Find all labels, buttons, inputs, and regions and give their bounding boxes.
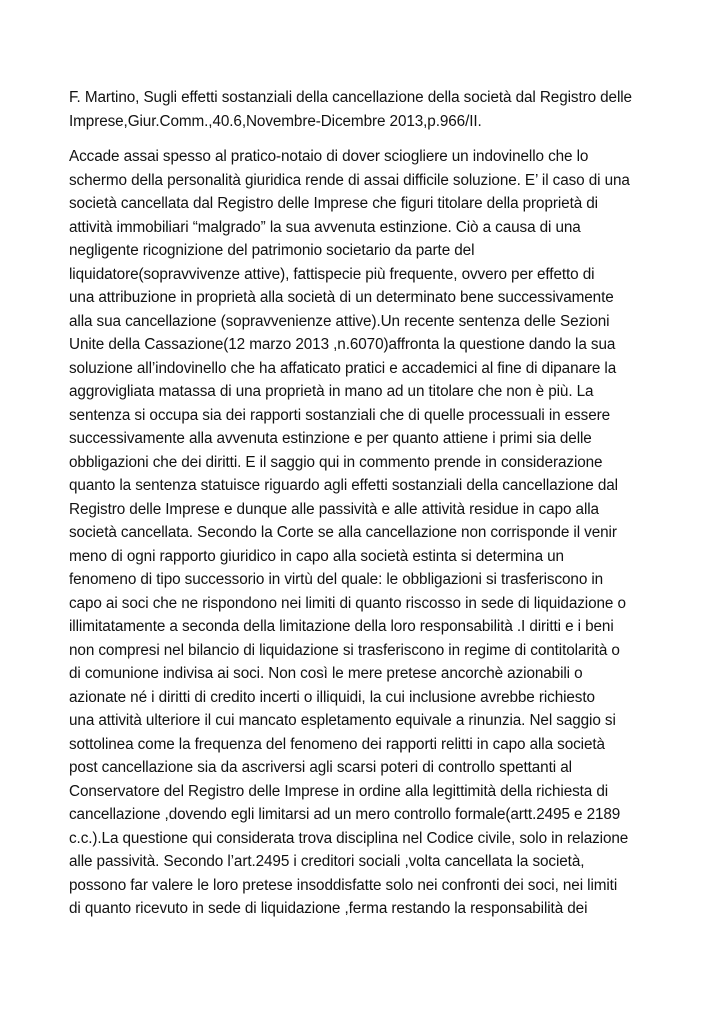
- body-line: non compresi nel bilancio di liquidazione si trasferiscono in regime di contitolarità o: [69, 641, 620, 659]
- body-line: una attribuzione in proprietà alla società di un determinato bene successivamente: [69, 289, 614, 306]
- body-line: società cancellata. Secondo la Corte se alla cancellazione non corrisponde il venir: [69, 524, 617, 541]
- body-line: Conservatore del Registro delle Imprese in ordine alla legittimità della richiesta di: [69, 782, 609, 800]
- body-line: di comunione indivisa ai soci. Non così le mere pretese ancorchè azionabili o: [69, 665, 583, 682]
- body-line: attività immobiliari “malgrado” la sua avvenuta estinzione. Ciò a causa di una: [69, 218, 581, 236]
- body-line: Unite della Cassazione(12 marzo 2013 ,n.6070)affronta la questione dando la sua: [69, 336, 616, 353]
- body-line: successivamente alla avvenuta estinzione e per quanto attiene i primi sia delle: [69, 430, 592, 447]
- body-line: possono far valere le loro pretese insoddisfatte solo nei confronti dei soci, nei limiti: [69, 876, 618, 894]
- body-line: meno di ogni rapporto giuridico in capo alla società estinta si determina un: [69, 547, 564, 565]
- body-line: una attività ulteriore il cui mancato espletamento equivale a rinunzia. Nel saggio si: [69, 712, 616, 729]
- body-line: c.c.).La questione qui considerata trova disciplina nel Codice civile, solo in relazione: [69, 829, 629, 847]
- body-line: società cancellata dal Registro delle Imprese che figuri titolare della proprietà di: [69, 195, 598, 212]
- body-line: illimitatamente a seconda della limitazione della loro responsabilità .I diritti e i beni: [69, 618, 614, 635]
- body-line: alle passività. Secondo l’art.2495 i creditori sociali ,volta cancellata la società,: [69, 853, 585, 870]
- body-line: cancellazione ,dovendo egli limitarsi ad un mero controllo formale(artt.2495 e 2189: [69, 806, 621, 823]
- body-line: di quanto ricevuto in sede di liquidazione ,ferma restando la responsabilità dei: [69, 900, 588, 917]
- body-line: Registro delle Imprese e dunque alle passività e alle attività residue in capo alla: [69, 500, 599, 518]
- body-line: schermo della personalità giuridica rende di assai difficile soluzione. E’ il caso di una: [69, 171, 630, 189]
- body-line: capo ai soci che ne rispondono nei limiti di quanto riscosso in sede di liquidazione o: [69, 594, 626, 612]
- body-line: sottolinea come la frequenza del fenomeno dei rapporti relitti in capo alla società: [69, 735, 605, 753]
- citation-line: F. Martino, Sugli effetti sostanziali della cancellazione della società dal Registro delle: [69, 89, 632, 106]
- body-paragraph: [69, 145, 659, 921]
- body-line: Accade assai spesso al pratico-notaio di dover sciogliere un indovinello che lo: [69, 148, 589, 165]
- body-line: negligente ricognizione del patrimonio societario da parte del: [69, 242, 475, 259]
- body-line: aggrovigliata matassa di una proprietà in mano ad un titolare che non è più. La: [69, 383, 594, 400]
- citation: [69, 86, 659, 133]
- body-line: soluzione all’indovinello che ha affaticato pratici e accademici al fine di dipanare la: [69, 359, 617, 377]
- body-line: liquidatore(sopravvivenze attive), fattispecie più frequente, ovvero per effetto di: [69, 265, 595, 283]
- body-line: post cancellazione sia da ascriversi agli scarsi poteri di controllo spettanti al: [69, 759, 572, 776]
- body-line: quanto la sentenza statuisce riguardo agli effetti sostanziali della cancellazione dal: [69, 477, 618, 494]
- body-line: azionate né i diritti di credito incerti o illiquidi, la cui inclusione avrebbe richiesto: [69, 688, 595, 706]
- body-line: alla sua cancellazione (sopravvenienze attive).Un recente sentenza delle Sezioni: [69, 312, 610, 330]
- body-line: fenomeno di tipo successorio in virtù del quale: le obbligazioni si trasferiscono in: [69, 571, 604, 588]
- document-page: [69, 86, 659, 921]
- body-line: sentenza si occupa sia dei rapporti sostanziali che di quelle processuali in essere: [69, 406, 610, 424]
- citation-line: Imprese,Giur.Comm.,40.6,Novembre-Dicembre 2013,p.966/II.: [69, 112, 482, 130]
- body-line: obbligazioni che dei diritti. E il saggio qui in commento prende in considerazione: [69, 453, 603, 471]
